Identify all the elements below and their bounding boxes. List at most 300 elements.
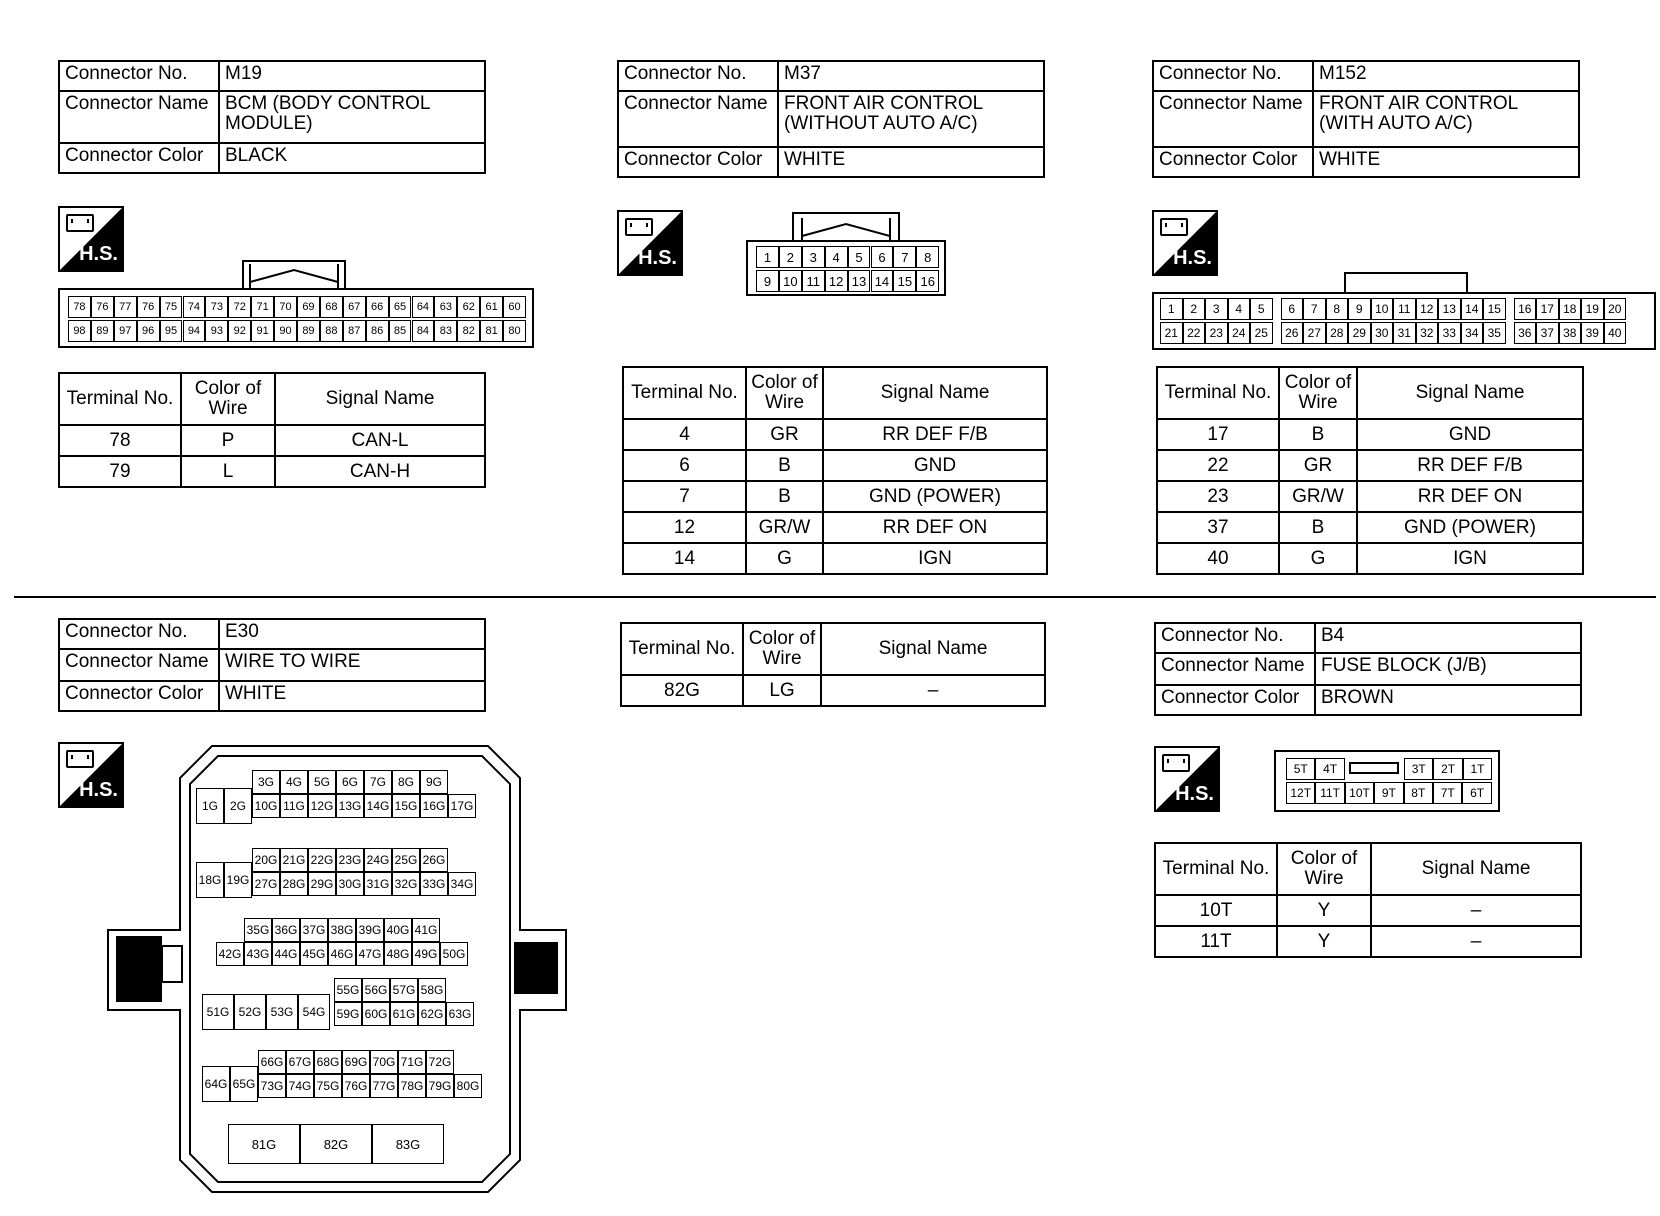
pin-18G: 18G (196, 862, 224, 898)
pin-82G: 82G (300, 1124, 372, 1164)
pin-82: 82 (457, 320, 480, 342)
pin-43G: 43G (244, 942, 272, 966)
terminal-no: 22 (1157, 450, 1279, 481)
pin-38: 38 (1559, 322, 1582, 344)
pin-46G: 46G (328, 942, 356, 966)
terminal-no: 10T (1155, 895, 1277, 926)
terminal-no: 23 (1157, 481, 1279, 512)
signal-name-header: Signal Name (1371, 843, 1581, 895)
signal-name: RR DEF F/B (823, 419, 1047, 450)
pin-54G: 54G (298, 994, 330, 1030)
m152-terminal-table (1156, 366, 1584, 575)
terminal-no: 82G (621, 675, 743, 706)
signal-name-header: Signal Name (1357, 367, 1583, 419)
pin-39: 39 (1581, 322, 1604, 344)
pin-70G: 70G (370, 1050, 398, 1074)
connector-no-value: B4 (1315, 623, 1581, 653)
signal-name: GND (POWER) (1357, 512, 1583, 543)
pin-55G: 55G (334, 978, 362, 1002)
pin-74: 74 (183, 296, 206, 318)
b4-terminal-table (1154, 842, 1582, 958)
pin-29G: 29G (308, 872, 336, 896)
pin-75G: 75G (314, 1074, 342, 1098)
pin-10T: 10T (1345, 782, 1374, 804)
signal-name: RR DEF ON (1357, 481, 1583, 512)
pin-50G: 50G (440, 942, 468, 966)
pin-71G: 71G (398, 1050, 426, 1074)
pin-28G: 28G (280, 872, 308, 896)
b4-info-table (1154, 622, 1582, 716)
pin-85: 85 (389, 320, 412, 342)
wire-color: GR (746, 419, 823, 450)
wire-color: L (181, 456, 275, 487)
pin-59G: 59G (334, 1002, 362, 1026)
color-of-wire-header: Color of Wire (743, 623, 821, 675)
terminal-no: 12 (623, 512, 746, 543)
pin-83G: 83G (372, 1124, 444, 1164)
pin-81G: 81G (228, 1124, 300, 1164)
pin-42G: 42G (216, 942, 244, 966)
pin-15G: 15G (392, 794, 420, 818)
pin-51G: 51G (202, 994, 234, 1030)
wire-color: Y (1277, 926, 1371, 957)
pin-25: 25 (1250, 322, 1273, 344)
pin-25G: 25G (392, 848, 420, 872)
pin-61: 61 (480, 296, 503, 318)
m19-connector-face (58, 288, 534, 348)
connector-name-label: Connector Name (59, 91, 219, 143)
pin-76: 76 (137, 296, 160, 318)
e30-terminal-table (620, 622, 1046, 707)
connector-name-label: Connector Name (618, 91, 778, 147)
m19-terminal-table (58, 372, 486, 488)
pin-26G: 26G (420, 848, 448, 872)
wire-color: G (1279, 543, 1357, 574)
pin-7: 7 (893, 246, 916, 268)
hs-label: H.S. (1173, 247, 1212, 269)
pin-60: 60 (503, 296, 526, 318)
color-of-wire-header: Color of Wire (181, 373, 275, 425)
pin-77: 77 (114, 296, 137, 318)
connector-name-label: Connector Name (59, 649, 219, 681)
connector-no-label: Connector No. (59, 61, 219, 91)
pin-78G: 78G (398, 1074, 426, 1098)
pin-96: 96 (137, 320, 160, 342)
pin-3: 3 (1205, 298, 1228, 320)
pin-21: 21 (1160, 322, 1183, 344)
wire-color: B (746, 481, 823, 512)
pin-66: 66 (366, 296, 389, 318)
pin-69G: 69G (342, 1050, 370, 1074)
pin-66G: 66G (258, 1050, 286, 1074)
connector-no-value: M152 (1313, 61, 1579, 91)
pin-92: 92 (228, 320, 251, 342)
pin-17: 17 (1536, 298, 1559, 320)
harness-side-icon (617, 210, 683, 276)
pin-35G: 35G (244, 918, 272, 942)
pin-13: 13 (1438, 298, 1461, 320)
pin-52G: 52G (234, 994, 266, 1030)
pin-11: 11 (1393, 298, 1416, 320)
pin-13G: 13G (336, 794, 364, 818)
pin-16: 16 (916, 270, 939, 292)
pin-29: 29 (1348, 322, 1371, 344)
pin-17G: 17G (448, 794, 476, 818)
pin-15: 15 (893, 270, 916, 292)
pin-84: 84 (412, 320, 435, 342)
connector-no-value: M37 (778, 61, 1044, 91)
pin-14: 14 (871, 270, 894, 292)
connector-no-label: Connector No. (59, 619, 219, 649)
pin-67G: 67G (286, 1050, 314, 1074)
connector-no-value: E30 (219, 619, 485, 649)
pin-80G: 80G (454, 1074, 482, 1098)
terminal-no: 17 (1157, 419, 1279, 450)
connector-no-label: Connector No. (1153, 61, 1313, 91)
terminal-no-header: Terminal No. (59, 373, 181, 425)
connector-latch (1344, 272, 1468, 294)
pin-63G: 63G (446, 1002, 474, 1026)
pin-95: 95 (160, 320, 183, 342)
pin-47G: 47G (356, 942, 384, 966)
signal-name: RR DEF ON (823, 512, 1047, 543)
pin-22: 22 (1183, 322, 1206, 344)
connector-name-label: Connector Name (1155, 653, 1315, 685)
signal-name: IGN (1357, 543, 1583, 574)
m152-connector-face (1152, 292, 1656, 350)
terminal-no: 14 (623, 543, 746, 574)
pin-61G: 61G (390, 1002, 418, 1026)
connector-color-label: Connector Color (618, 147, 778, 177)
pin-80: 80 (503, 320, 526, 342)
connector-color-label: Connector Color (1153, 147, 1313, 177)
pin-69: 69 (297, 296, 320, 318)
pin-58G: 58G (418, 978, 446, 1002)
pin-76: 76 (91, 296, 114, 318)
pin-4: 4 (825, 246, 848, 268)
signal-name-header: Signal Name (823, 367, 1047, 419)
m152-info-table (1152, 60, 1580, 178)
terminal-no: 40 (1157, 543, 1279, 574)
connector-color-value: WHITE (778, 147, 1044, 177)
connector-color-label: Connector Color (59, 143, 219, 173)
terminal-no: 11T (1155, 926, 1277, 957)
signal-name: – (1371, 926, 1581, 957)
pin-19: 19 (1581, 298, 1604, 320)
pin-2T: 2T (1433, 758, 1462, 780)
terminal-no: 7 (623, 481, 746, 512)
pin-2: 2 (1183, 298, 1206, 320)
pin-79G: 79G (426, 1074, 454, 1098)
connector-latch (792, 212, 900, 242)
pin-20: 20 (1604, 298, 1627, 320)
signal-name-header: Signal Name (275, 373, 485, 425)
connector-name-value: FRONT AIR CONTROL (WITH AUTO A/C) (1313, 91, 1579, 147)
wire-color: GR/W (746, 512, 823, 543)
pin-3G: 3G (252, 770, 280, 794)
pin-1T: 1T (1463, 758, 1492, 780)
signal-name: GND (POWER) (823, 481, 1047, 512)
pin-4: 4 (1228, 298, 1251, 320)
pin-7G: 7G (364, 770, 392, 794)
pin-8T: 8T (1404, 782, 1433, 804)
pin-4T: 4T (1315, 758, 1344, 780)
color-of-wire-header: Color of Wire (1277, 843, 1371, 895)
pin-2: 2 (779, 246, 802, 268)
pin-10: 10 (1371, 298, 1394, 320)
pin-24G: 24G (364, 848, 392, 872)
pin-65: 65 (389, 296, 412, 318)
signal-name: – (1371, 895, 1581, 926)
pin-10G: 10G (252, 794, 280, 818)
pin-38G: 38G (328, 918, 356, 942)
pin-37: 37 (1536, 322, 1559, 344)
pin-24: 24 (1228, 322, 1251, 344)
connector-color-value: BROWN (1315, 685, 1581, 715)
wire-color: Y (1277, 895, 1371, 926)
pin-14: 14 (1461, 298, 1484, 320)
signal-name: GND (1357, 419, 1583, 450)
fuse-slot (1349, 762, 1399, 774)
pin-11G: 11G (280, 794, 308, 818)
pin-18: 18 (1559, 298, 1582, 320)
terminal-no-header: Terminal No. (623, 367, 746, 419)
m37-info-table (617, 60, 1045, 178)
pin-45G: 45G (300, 942, 328, 966)
pin-27G: 27G (252, 872, 280, 896)
pin-23G: 23G (336, 848, 364, 872)
pin-94: 94 (183, 320, 206, 342)
hs-label: H.S. (1175, 783, 1214, 805)
connector-name-value: WIRE TO WIRE (219, 649, 485, 681)
connector-color-value: WHITE (1313, 147, 1579, 177)
pin-72: 72 (228, 296, 251, 318)
wire-color: B (746, 450, 823, 481)
pin-6: 6 (871, 246, 894, 268)
pin-30G: 30G (336, 872, 364, 896)
harness-side-icon (1154, 746, 1220, 812)
connector-latch (242, 260, 346, 290)
signal-name-header: Signal Name (821, 623, 1045, 675)
connector-no-label: Connector No. (618, 61, 778, 91)
pin-31G: 31G (364, 872, 392, 896)
wire-color: B (1279, 512, 1357, 543)
e30-info-table (58, 618, 486, 712)
pin-72G: 72G (426, 1050, 454, 1074)
pin-88: 88 (320, 320, 343, 342)
signal-name: IGN (823, 543, 1047, 574)
pin-60G: 60G (362, 1002, 390, 1026)
terminal-no: 6 (623, 450, 746, 481)
pin-6G: 6G (336, 770, 364, 794)
pin-97: 97 (114, 320, 137, 342)
connector-name-value: FUSE BLOCK (J/B) (1315, 653, 1581, 685)
pin-12T: 12T (1286, 782, 1315, 804)
connector-name-value: FRONT AIR CONTROL (WITHOUT AUTO A/C) (778, 91, 1044, 147)
signal-name: GND (823, 450, 1047, 481)
pin-35: 35 (1483, 322, 1506, 344)
pin-28: 28 (1326, 322, 1349, 344)
pin-9G: 9G (420, 770, 448, 794)
pin-26: 26 (1281, 322, 1304, 344)
terminal-no: 78 (59, 425, 181, 456)
pin-83: 83 (434, 320, 457, 342)
pin-8: 8 (916, 246, 939, 268)
b4-connector-face (1274, 750, 1500, 812)
connector-color-label: Connector Color (59, 681, 219, 711)
pin-37G: 37G (300, 918, 328, 942)
pin-31: 31 (1393, 322, 1416, 344)
pin-34G: 34G (448, 872, 476, 896)
pin-16: 16 (1514, 298, 1537, 320)
pin-67: 67 (343, 296, 366, 318)
pin-13: 13 (848, 270, 871, 292)
pin-89: 89 (297, 320, 320, 342)
pin-64G: 64G (202, 1066, 230, 1102)
wire-color: GR/W (1279, 481, 1357, 512)
pin-14G: 14G (364, 794, 392, 818)
pin-6: 6 (1281, 298, 1304, 320)
terminal-no-header: Terminal No. (1157, 367, 1279, 419)
terminal-no: 79 (59, 456, 181, 487)
pin-9T: 9T (1374, 782, 1403, 804)
pin-98: 98 (68, 320, 91, 342)
pin-23: 23 (1205, 322, 1228, 344)
pin-36: 36 (1514, 322, 1537, 344)
pin-40: 40 (1604, 322, 1627, 344)
wire-color: GR (1279, 450, 1357, 481)
wire-color: B (1279, 419, 1357, 450)
pin-3: 3 (802, 246, 825, 268)
pin-32: 32 (1416, 322, 1439, 344)
pin-11: 11 (802, 270, 825, 292)
pin-12: 12 (825, 270, 848, 292)
pin-57G: 57G (390, 978, 418, 1002)
pin-20G: 20G (252, 848, 280, 872)
pin-90: 90 (274, 320, 297, 342)
pin-34: 34 (1461, 322, 1484, 344)
pin-91: 91 (251, 320, 274, 342)
pin-62G: 62G (418, 1002, 446, 1026)
harness-side-icon (58, 206, 124, 272)
terminal-no: 37 (1157, 512, 1279, 543)
connector-name-value: BCM (BODY CONTROL MODULE) (219, 91, 485, 143)
pin-63: 63 (434, 296, 457, 318)
pin-40G: 40G (384, 918, 412, 942)
pin-33: 33 (1438, 322, 1461, 344)
pin-21G: 21G (280, 848, 308, 872)
pin-5: 5 (1250, 298, 1273, 320)
wire-color: G (746, 543, 823, 574)
pin-11T: 11T (1315, 782, 1344, 804)
pin-86: 86 (366, 320, 389, 342)
color-of-wire-header: Color of Wire (1279, 367, 1357, 419)
pin-44G: 44G (272, 942, 300, 966)
pin-12G: 12G (308, 794, 336, 818)
pin-64: 64 (412, 296, 435, 318)
pin-6T: 6T (1462, 782, 1491, 804)
pin-39G: 39G (356, 918, 384, 942)
pin-56G: 56G (362, 978, 390, 1002)
pin-73G: 73G (258, 1074, 286, 1098)
pin-15: 15 (1483, 298, 1506, 320)
pin-9: 9 (1348, 298, 1371, 320)
pin-71: 71 (251, 296, 274, 318)
m19-info-table (58, 60, 486, 174)
signal-name: CAN-L (275, 425, 485, 456)
pin-9: 9 (756, 270, 779, 292)
hs-label: H.S. (638, 247, 677, 269)
pin-5T: 5T (1286, 758, 1315, 780)
pin-8G: 8G (392, 770, 420, 794)
pin-7: 7 (1303, 298, 1326, 320)
pin-93: 93 (205, 320, 228, 342)
wire-color: P (181, 425, 275, 456)
pin-1G: 1G (196, 788, 224, 824)
pin-1: 1 (1160, 298, 1183, 320)
pin-7T: 7T (1433, 782, 1462, 804)
pin-68: 68 (320, 296, 343, 318)
pin-3T: 3T (1404, 758, 1433, 780)
pin-78: 78 (68, 296, 91, 318)
pin-4G: 4G (280, 770, 308, 794)
pin-68G: 68G (314, 1050, 342, 1074)
signal-name: RR DEF F/B (1357, 450, 1583, 481)
connector-color-value: BLACK (219, 143, 485, 173)
pin-89: 89 (91, 320, 114, 342)
pin-2G: 2G (224, 788, 252, 824)
pin-27: 27 (1303, 322, 1326, 344)
pin-53G: 53G (266, 994, 298, 1030)
pin-1: 1 (756, 246, 779, 268)
pin-49G: 49G (412, 942, 440, 966)
color-of-wire-header: Color of Wire (746, 367, 823, 419)
pin-19G: 19G (224, 862, 252, 898)
pin-30: 30 (1371, 322, 1394, 344)
pin-65G: 65G (230, 1066, 258, 1102)
pin-48G: 48G (384, 942, 412, 966)
pin-33G: 33G (420, 872, 448, 896)
m37-terminal-table (622, 366, 1048, 575)
connector-no-label: Connector No. (1155, 623, 1315, 653)
connector-color-label: Connector Color (1155, 685, 1315, 715)
pin-77G: 77G (370, 1074, 398, 1098)
pin-81: 81 (480, 320, 503, 342)
pin-73: 73 (205, 296, 228, 318)
section-divider (14, 596, 1656, 598)
terminal-no: 4 (623, 419, 746, 450)
hs-label: H.S. (79, 243, 118, 265)
pin-5G: 5G (308, 770, 336, 794)
pin-76G: 76G (342, 1074, 370, 1098)
pin-12: 12 (1416, 298, 1439, 320)
pin-10: 10 (779, 270, 802, 292)
terminal-no-header: Terminal No. (1155, 843, 1277, 895)
signal-name: CAN-H (275, 456, 485, 487)
pin-41G: 41G (412, 918, 440, 942)
pin-75: 75 (160, 296, 183, 318)
hs-label: H.S. (79, 779, 118, 801)
pin-70: 70 (274, 296, 297, 318)
pin-5: 5 (848, 246, 871, 268)
m37-connector-face (746, 240, 946, 296)
terminal-no-header: Terminal No. (621, 623, 743, 675)
connector-name-label: Connector Name (1153, 91, 1313, 147)
harness-side-icon (1152, 210, 1218, 276)
connector-no-value: M19 (219, 61, 485, 91)
wire-color: LG (743, 675, 821, 706)
pin-74G: 74G (286, 1074, 314, 1098)
